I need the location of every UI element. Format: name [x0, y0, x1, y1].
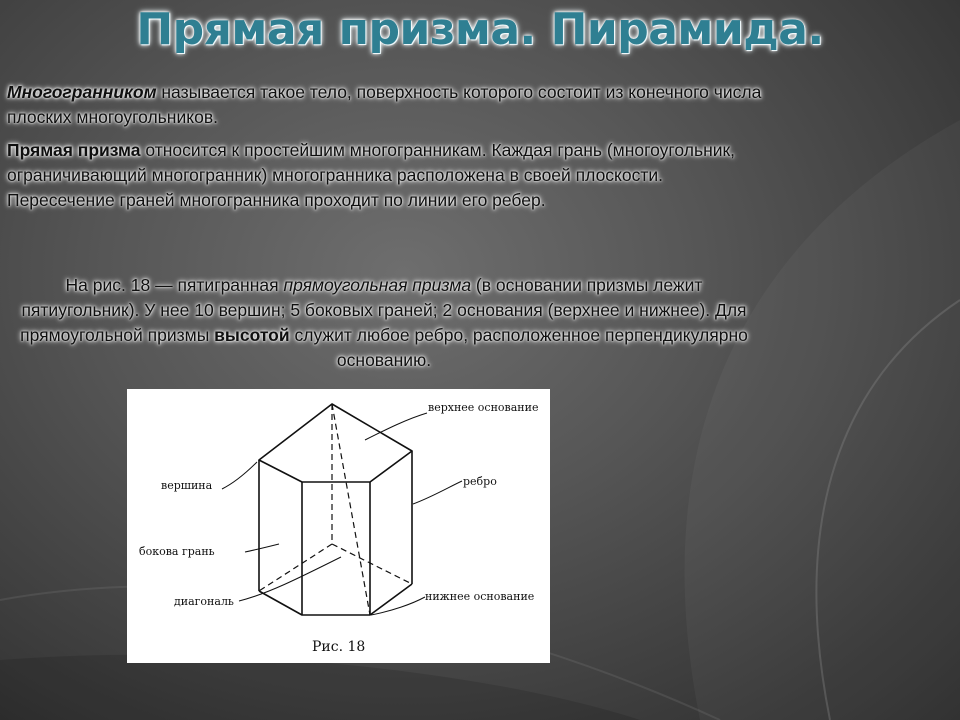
term-right-prism: Прямая призма [7, 140, 141, 160]
leader-side-face [245, 544, 279, 552]
p3-text-1: На рис. 18 — пятигранная [65, 275, 284, 295]
leader-bottom-base [371, 597, 425, 615]
p3-italic-term: прямоугольная призма [283, 275, 472, 295]
prism-diagram [127, 389, 550, 663]
slide-title: Прямая призма. Пирамида. [136, 4, 824, 55]
label-diagonal: диагональ [174, 595, 234, 608]
label-bottom-base: нижнее основание [425, 590, 535, 603]
p3-text-3: служит любое ребро, расположенное перпендикулярно основанию. [289, 325, 748, 370]
p3-bold-term: высотой [214, 325, 290, 345]
label-side-face: бокова грань [139, 545, 215, 558]
diagonal-line [332, 404, 370, 615]
paragraph-right-prism [7, 138, 747, 213]
paragraph-figure-description [14, 273, 754, 373]
p2-text: относится к простейшим многогранникам. Каждая грань (многоугольник, ограничивающий многогранник) многогранника расположена в своей плоскости. Пересечение граней многогранника проходит по линии его ребер. [7, 140, 736, 210]
figure-caption: Рис. 18 [312, 639, 366, 655]
label-top-base: верхнее основание [428, 401, 539, 414]
hidden-base-left [259, 544, 332, 591]
bottom-base-visible [259, 584, 412, 615]
leader-edge [413, 481, 462, 504]
leader-vertex [222, 462, 257, 489]
paragraph-polyhedron-definition [7, 80, 767, 130]
top-base-polygon [259, 404, 412, 482]
leader-top-base [365, 413, 427, 440]
p3-text-2: (в основании призмы лежит пятиугольник). У нее 10 вершин; 5 боковых граней; 2 основания (верхнее и нижнее). Для прямоугольной призмы [20, 275, 747, 345]
label-edge: ребро [463, 475, 497, 488]
label-vertex: вершина [161, 479, 213, 492]
leader-diagonal [239, 557, 341, 601]
term-polyhedron: Многогранником [7, 82, 157, 102]
prism-figure [127, 389, 550, 663]
hidden-base-right [332, 544, 412, 584]
p1-text: называется такое тело, поверхность которого состоит из конечного числа плоских многоугольников. [7, 82, 762, 127]
